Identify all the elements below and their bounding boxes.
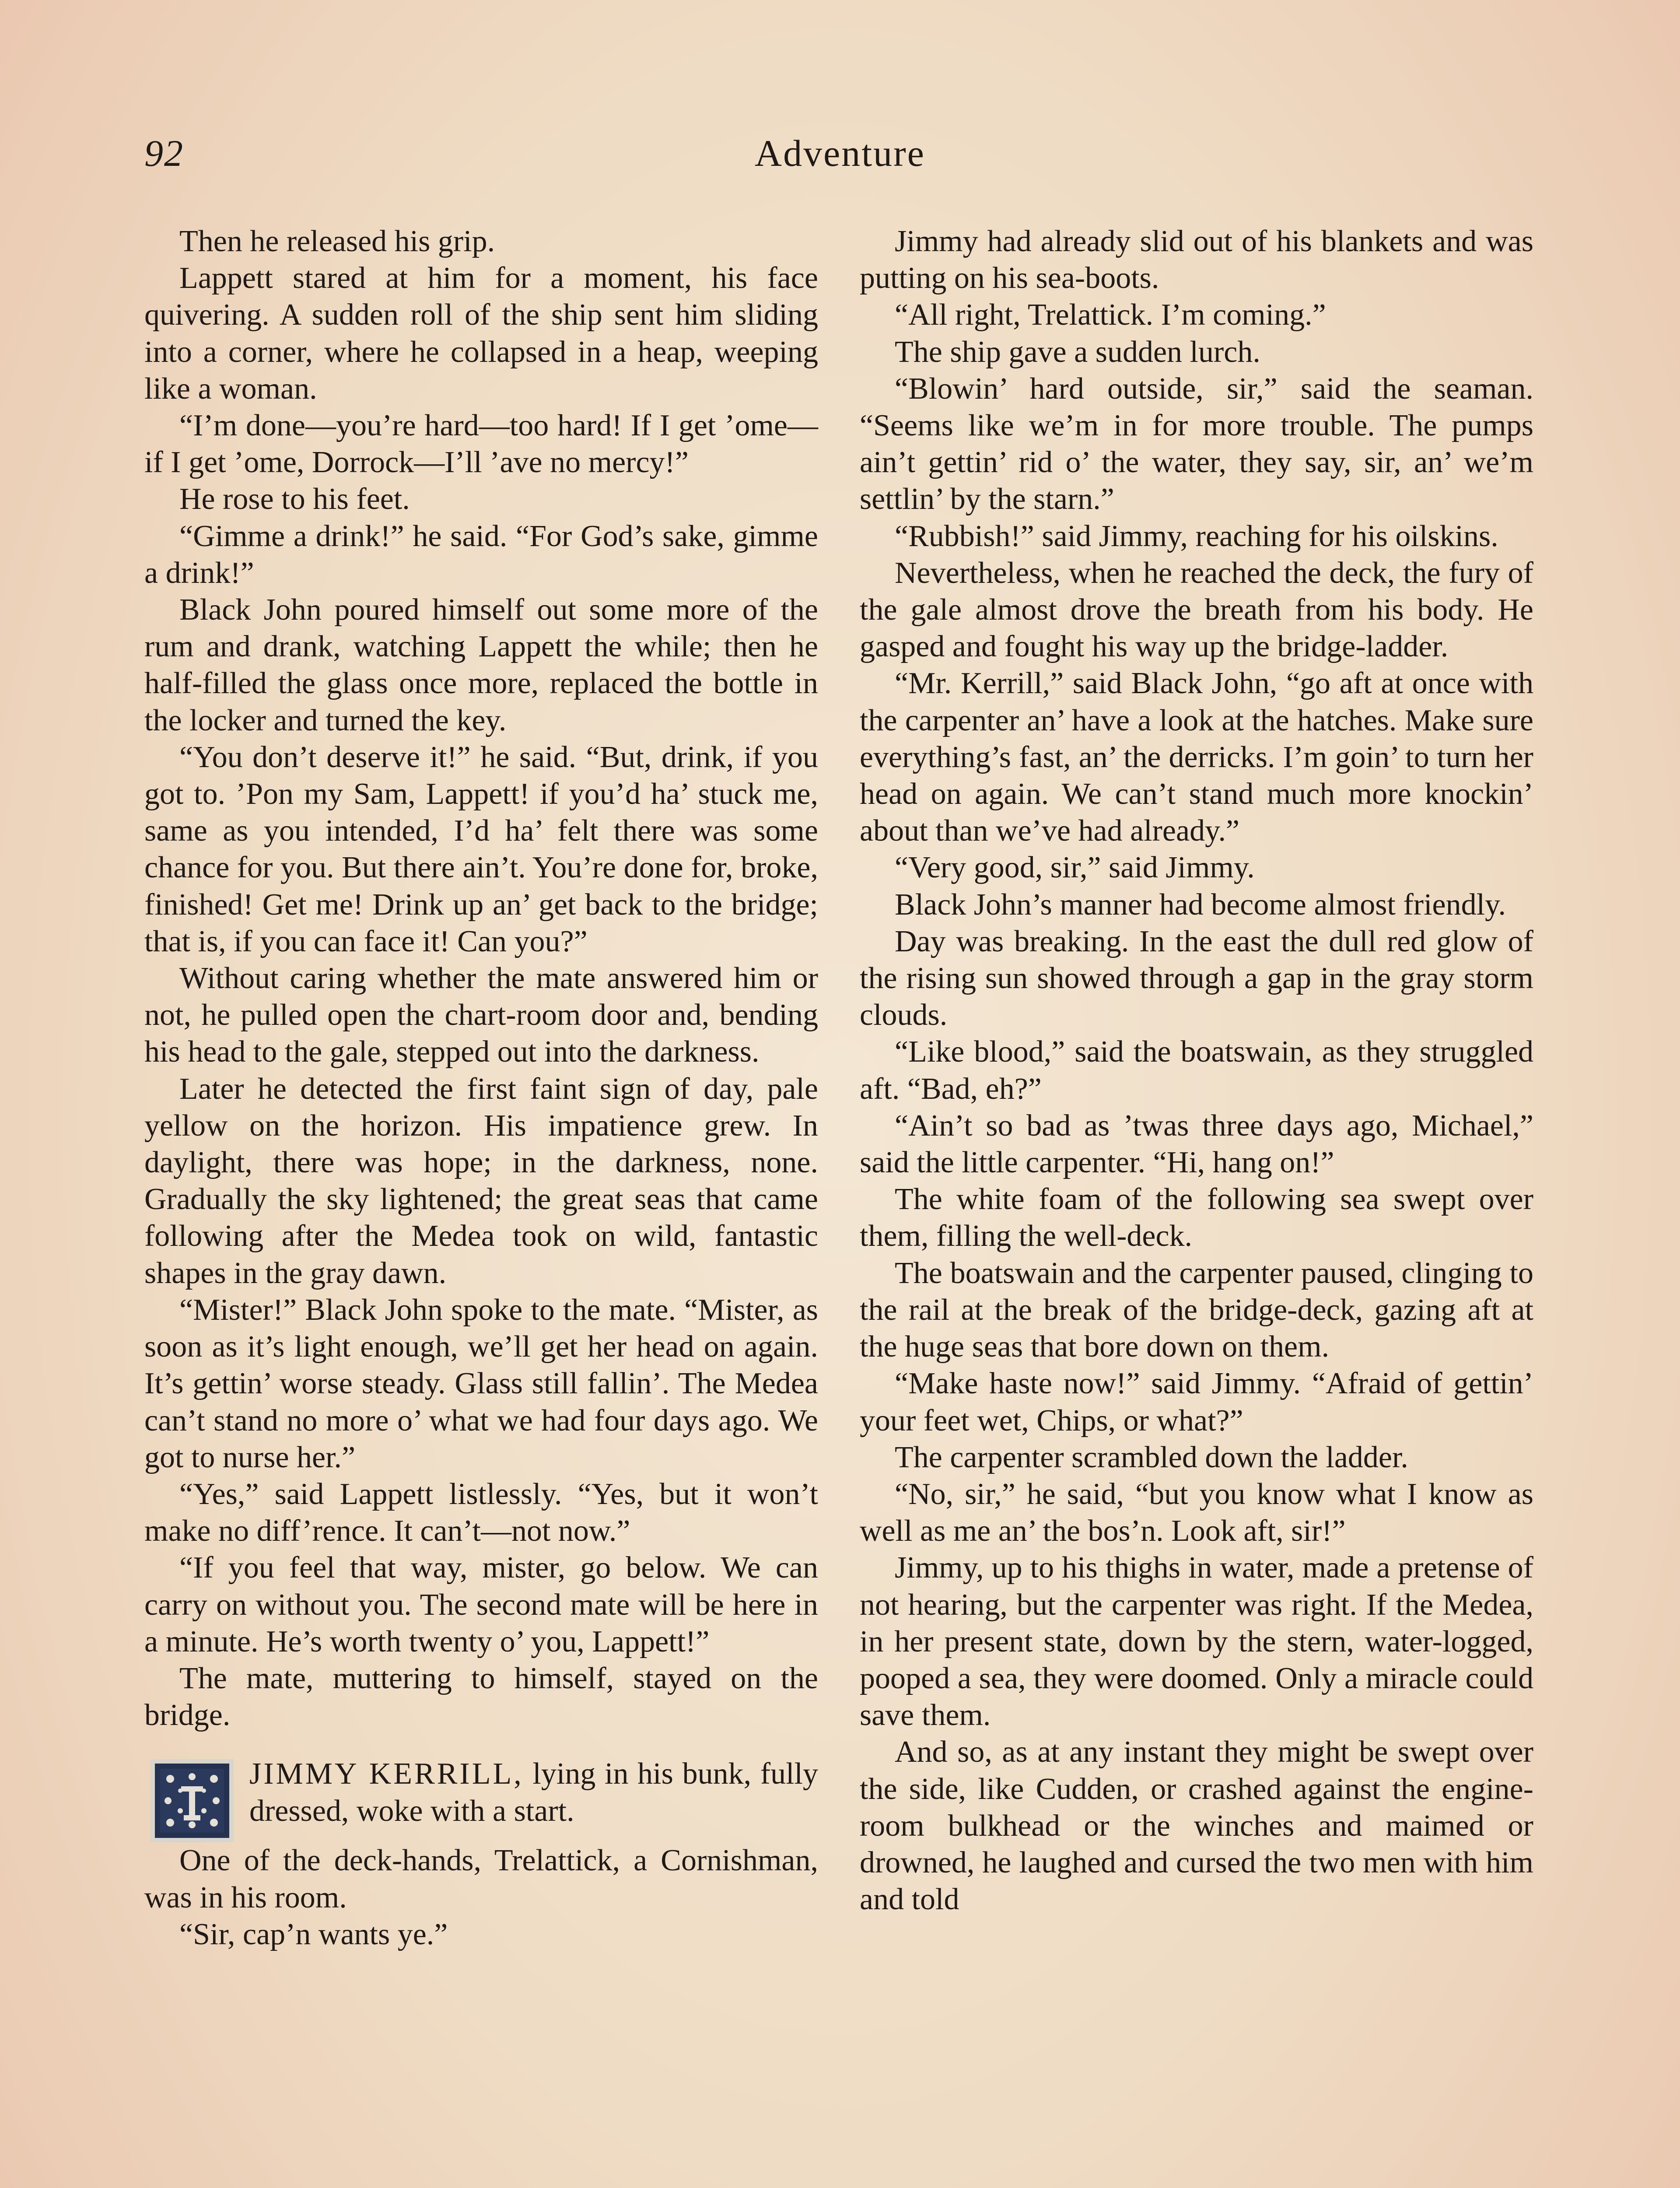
paragraph: Lappett stared at him for a moment, his face quivering. A sudden roll of the ship sent him sliding into a corner, where he collapsed in a heap, weeping like a woman. [144, 261, 818, 406]
paragraph: Jimmy, up to his thighs in water, made a pretense of not hearing, but the carpenter was right. If the Medea, in her present state, down by the stern, water-logged, pooped a sea, they were doomed. Only a miracle could save them. [860, 1551, 1533, 1732]
paragraph: “Blowin’ hard outside, sir,” said the seaman. “Seems like we’m in for more trouble. The pumps ain’t gettin’ rid o’ the water, they say, sir, an’ we’m settlin’ by the starn.” [860, 372, 1533, 516]
paragraph: “Mr. Kerrill,” said Black John, “go aft at once with the carpenter an’ have a look at the hatches. Make sure everything’s fast, an’ the derricks. I’m goin’ to turn her head on again. We can’t stand much more knockin’ about than we’ve had already.” [860, 666, 1533, 848]
opening-rest: lying in his bunk, fully dressed, woke with a start. [249, 1757, 818, 1828]
paragraph: The ship gave a sudden lurch. [895, 335, 1260, 369]
paragraph: “Like blood,” said the boatswain, as they struggled aft. “Bad, eh?” [860, 1035, 1533, 1106]
paragraph: “If you feel that way, mister, go below. We can carry on without you. The second mate will be here in a minute. He’s worth twenty o’ you, Lappett!” [144, 1551, 818, 1659]
paragraph: “Mister!” Black John spoke to the mate. “Mister, as soon as it’s light enough, we’ll get her head on again. It’s gettin’ worse steady. Glass still fallin’. The Medea can’t stand no more o’ what we had four days ago. We got to nurse her.” [144, 1293, 818, 1474]
paragraph: “I’m done—you’re hard—too hard! If I get ’ome—if I get ’ome, Dorrock—I’ll ’ave no mercy!” [144, 409, 818, 480]
paragraph: One of the deck-hands, Trelattick, a Cornishman, was in his room. [144, 1844, 818, 1914]
paragraph: The mate, muttering to himself, stayed on the bridge. [144, 1661, 818, 1732]
left-column [144, 223, 818, 1953]
paragraph: “Ain’t so bad as ’twas three days ago, Michael,” said the little carpenter. “Hi, hang on!” [860, 1108, 1533, 1180]
paragraph: “No, sir,” he said, “but you know what I know as well as me an’ the bos’n. Look aft, sir!” [860, 1477, 1533, 1548]
paragraph: Later he detected the first faint sign of day, pale yellow on the horizon. His impatience grew. In daylight, there was hope; in the darkness, none. Gradually the sky lightened; the great seas that came following after the Medea took on wild, fantastic shapes in the gray dawn. [144, 1072, 818, 1290]
paragraph: “All right, Trelattick. I’m coming.” [895, 298, 1326, 332]
paragraph: Nevertheless, when he reached the deck, the fury of the gale almost drove the breath from his body. He gasped and fought his way up the bridge-ladder. [860, 556, 1533, 664]
right-column [860, 223, 1533, 1918]
paragraph: The white foam of the following sea swept over them, filling the well-deck. [860, 1182, 1533, 1253]
paragraph: “Gimme a drink!” he said. “For God’s sake, gimme a drink!” [144, 519, 818, 590]
paragraph: Black John poured himself out some more of the rum and drank, watching Lappett the while; then he half-filled the glass once more, replaced the bottle in the locker and turned the key. [144, 593, 818, 737]
paragraph: Without caring whether the mate answered him or not, he pulled open the chart-room door and, bending his head to the gale, stepped out into the darkness. [144, 961, 818, 1069]
paragraph: “Rubbish!” said Jimmy, reaching for his oilskins. [895, 519, 1498, 553]
running-title: Adventure [755, 132, 925, 174]
paragraph: Black John’s manner had become almost friendly. [895, 887, 1506, 922]
paragraph: “Yes,” said Lappett listlessly. “Yes, but it won’t make no diff’rence. It can’t—not now.” [144, 1477, 818, 1548]
paragraph: The boatswain and the carpenter paused, clinging to the rail at the break of the bridge-deck, gazing aft at the huge seas that bore down on them. [860, 1256, 1533, 1364]
paragraph: Jimmy had already slid out of his blankets and was putting on his sea-boots. [860, 224, 1533, 295]
paragraph: Day was breaking. In the east the dull red glow of the rising sun showed through a gap in the gray storm clouds. [860, 924, 1533, 1032]
section-opening-text [144, 1756, 818, 1829]
page-number: 92 [144, 132, 184, 174]
paragraph: He rose to his feet. [179, 482, 410, 516]
paragraph: Then he released his grip. [179, 224, 495, 258]
section-opening [144, 1756, 818, 1842]
paragraph: “Sir, cap’n wants ye.” [179, 1917, 448, 1951]
page-header [0, 131, 1680, 184]
paragraph: And so, as at any instant they might be swept over the side, like Cudden, or crashed against the engine-room bulkhead or the winches and maimed or drowned, he laughed and cursed the two men with him and told [860, 1735, 1533, 1917]
ornamental-initial-icon [150, 1759, 234, 1842]
opening-smallcaps: JIMMY KERRILL, [249, 1757, 524, 1791]
paragraph: “Make haste now!” said Jimmy. “Afraid of gettin’ your feet wet, Chips, or what?” [860, 1367, 1533, 1438]
paragraph: The carpenter scrambled down the ladder. [895, 1440, 1408, 1474]
paragraph: “Very good, sir,” said Jimmy. [895, 851, 1255, 885]
paragraph: “You don’t deserve it!” he said. “But, drink, if you got to. ’Pon my Sam, Lappett! if you’d ha’ stuck me, same as you intended, I’d ha’ felt there was some chance for you. But there ain’t. You’re done for, broke, finished! Get me! Drink up an’ get back to the bridge; that is, if you can face it! Can you?” [144, 740, 818, 958]
